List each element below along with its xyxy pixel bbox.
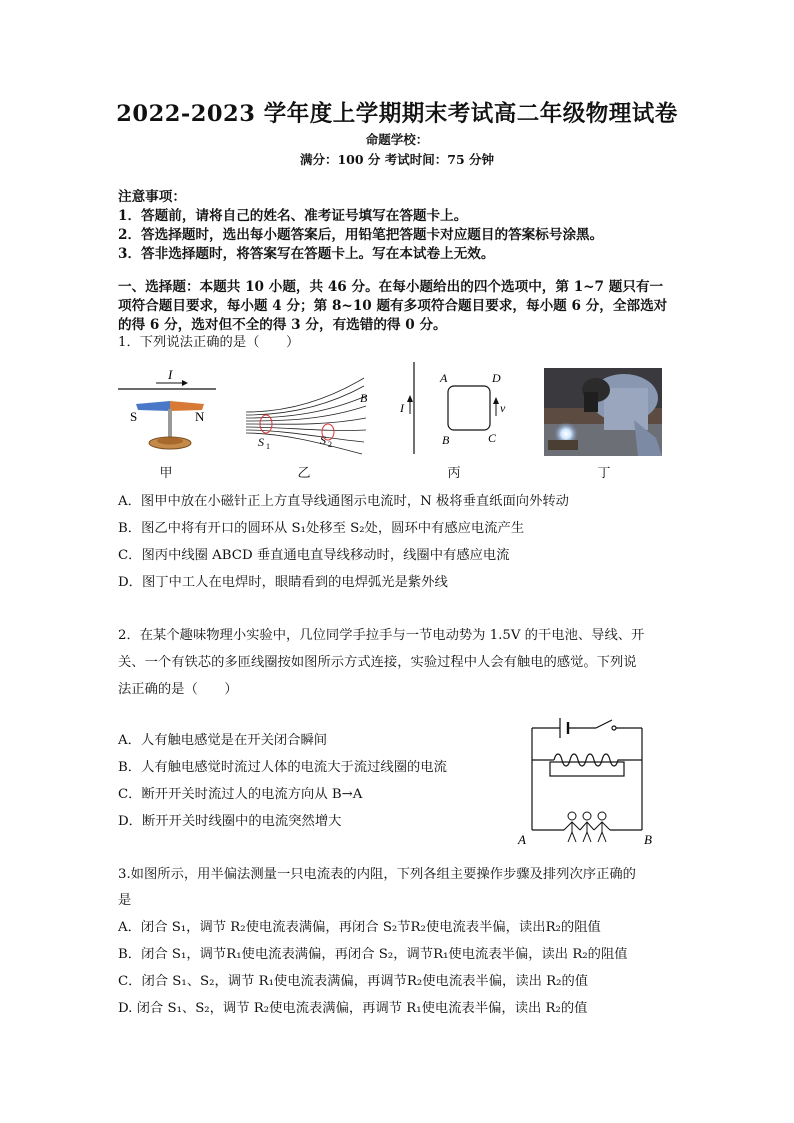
q1-option-c: C．图丙中线圈 ABCD 垂直通电直导线移动时，线圈中有感应电流 <box>118 548 510 563</box>
q2-option-d: D．断开开关时线圈中的电流突然增大 <box>118 814 342 829</box>
q2-stem-line: 法正确的是（ ） <box>118 682 238 697</box>
exam-title: 2022-2023 学年度上学期期末考试高二年级物理试卷 <box>116 101 678 127</box>
coil-label-b: B <box>442 433 450 447</box>
s2-subscript: 2 <box>328 440 332 449</box>
current-label: I <box>168 368 173 382</box>
score-time-line: 满分：100 分 考试时间：75 分钟 <box>299 152 495 167</box>
s1-subscript: 1 <box>266 442 270 451</box>
q1-option-a: A．图甲中放在小磁针正上方直导线通图示电流时，N 极将垂直纸面向外转动 <box>118 494 569 509</box>
q3-stem-line: 3.如图所示，用半偏法测量一只电流表的内阻，下列各组主要操作步骤及排列次序正确的 <box>118 867 636 882</box>
caption-ding: 丁 <box>597 466 611 481</box>
node-a-label: A <box>518 832 526 847</box>
wire-current-label: I <box>400 401 404 415</box>
caption-jia: 甲 <box>159 466 173 481</box>
figure-jia-compass <box>118 368 218 456</box>
q2-option-b: B．人有触电感觉时流过人体的电流大于流过线圈的电流 <box>118 760 447 775</box>
s1-label: S <box>258 435 264 449</box>
section-intro: 的得 6 分，选对但不全的得 3 分，有选错的得 0 分。 <box>118 317 447 333</box>
notice-item: 1．答题前，请将自己的姓名、准考证号填写在答题卡上。 <box>118 208 468 224</box>
q3-option-b: B．闭合 S₁，调节R₁使电流表满偏，再闭合 S₂，调节R₁使电流表半偏，读出 R₂的阻值 <box>118 947 628 962</box>
iron-core <box>550 762 624 776</box>
s-pole-label: S <box>130 409 138 424</box>
caption-bing: 丙 <box>447 466 461 481</box>
coil-windings <box>554 754 622 766</box>
q2-option-a: A．人有触电感觉是在开关闭合瞬间 <box>118 733 328 748</box>
figure-yi-field-lines <box>244 372 370 456</box>
figure-bing-coil <box>396 362 506 458</box>
q3-option-c: C．闭合 S₁、S₂，调节 R₁使电流表满偏，再调节R₂使电流表半偏，读出 R₂的值 <box>118 974 589 989</box>
school-line: 命题学校： <box>365 132 429 147</box>
q1-stem: 1．下列说法正确的是（ ） <box>118 335 300 350</box>
q3-option-d: D. 闭合 S₁、S₂，调节 R₂使电流表满偏，再调节 R₁使电流表半偏，读出 R₂的值 <box>118 1001 588 1016</box>
velocity-label: v <box>500 401 506 415</box>
coil-label-d: D <box>492 371 501 385</box>
q2-stem-line: 2．在某个趣味物理小实验中，几位同学手拉手与一节电动势为 1.5V 的干电池、导线、开 <box>118 628 645 643</box>
q3-option-a: A．闭合 S₁，调节 R₂使电流表满偏，再闭合 S₂节R₂使电流表半偏，读出R₂的阻值 <box>118 920 601 935</box>
figure-q2-circuit <box>516 712 660 850</box>
notice-heading: 注意事项： <box>118 189 186 205</box>
section-intro: 项符合题目要求，每小题 4 分；第 8~10 题有多项符合题目要求，每小题 6 分，全部选对 <box>118 298 668 314</box>
q2-stem-line: 关、一个有铁芯的多匝线圈按如图所示方式连接，实验过程中人会有触电的感觉。下列说 <box>118 655 637 670</box>
coil-abcd <box>448 386 490 430</box>
coil-label-a: A <box>440 371 448 385</box>
s2-label: S <box>320 433 326 447</box>
q3-stem-line: 是 <box>118 893 132 908</box>
n-pole-label: N <box>195 409 205 424</box>
needle-s-half <box>136 401 170 411</box>
coil-label-c: C <box>488 431 497 445</box>
caption-yi: 乙 <box>297 466 311 481</box>
switch-lever <box>596 720 612 728</box>
q2-option-c: C．断开开关时流过人的电流方向从 B→A <box>118 787 363 802</box>
section-intro: 一、选择题：本题共 10 小题，共 46 分。在每小题给出的四个选项中，第 1~7 题只有一 <box>118 279 664 295</box>
node-b-label: B <box>644 832 652 847</box>
q1-option-d: D．图丁中工人在电焊时，眼睛看到的电焊弧光是紫外线 <box>118 575 448 590</box>
b-label: B <box>360 391 368 405</box>
q1-option-b: B．图乙中将有开口的圆环从 S₁处移至 S₂处，圆环中有感应电流产生 <box>118 521 525 536</box>
people-holding-hands <box>564 812 610 842</box>
notice-item: 2．答选择题时，选出每小题答案后，用铅笔把答题卡对应题目的答案标号涂黑。 <box>118 227 604 243</box>
figure-ding-welding-photo <box>544 368 662 456</box>
notice-item: 3．答非选择题时，将答案写在答题卡上。写在本试卷上无效。 <box>118 246 495 262</box>
